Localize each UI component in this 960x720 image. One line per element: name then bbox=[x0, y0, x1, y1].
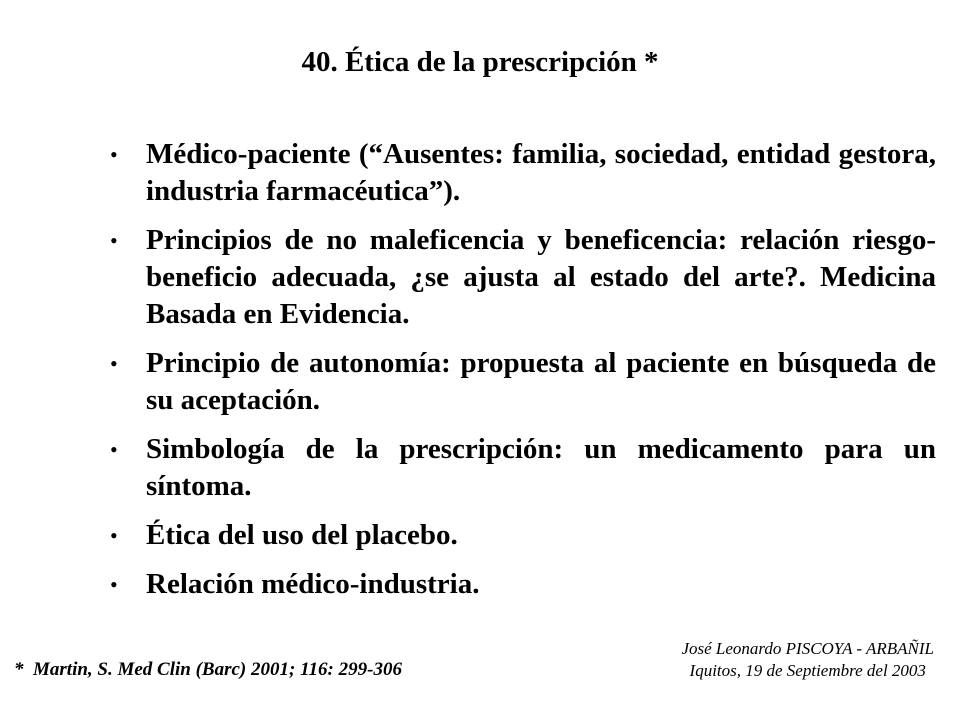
slide-title: 40. Ética de la prescripción * bbox=[301, 46, 659, 78]
bullet-item bbox=[108, 136, 936, 210]
bullet-icon: • bbox=[110, 523, 118, 548]
bullet-icon: • bbox=[110, 351, 118, 376]
bullet-text: Médico-paciente (“Ausentes: familia, sociedad, entidad gestora, industria farmacéutica”). bbox=[146, 138, 936, 207]
bullet-icon: • bbox=[110, 142, 118, 167]
bullet-text: Ética del uso del placebo. bbox=[146, 519, 458, 551]
bullet-icon: • bbox=[110, 228, 118, 253]
bullet-icon: • bbox=[110, 437, 118, 462]
bullet-item bbox=[108, 431, 936, 505]
bullet-item bbox=[108, 566, 936, 603]
bullet-list bbox=[108, 136, 936, 615]
bullet-text: Principios de no maleficencia y beneficencia: relación riesgo-beneficio adecuada, ¿se ajusta al estado del arte?. Medicina Basada en Evidencia. bbox=[146, 224, 936, 330]
bullet-icon: • bbox=[110, 572, 118, 597]
author-place-date: Iquitos, 19 de Septiembre del 2003 bbox=[689, 661, 926, 680]
bullet-item bbox=[108, 222, 936, 333]
bullet-text: Relación médico-industria. bbox=[146, 568, 480, 600]
bullet-item bbox=[108, 517, 936, 554]
author-name: José Leonardo PISCOYA - ARBAÑIL bbox=[681, 639, 934, 658]
author-block bbox=[681, 638, 934, 682]
bullet-text: Simbología de la prescripción: un medicamento para un síntoma. bbox=[146, 433, 936, 502]
bullet-text: Principio de autonomía: propuesta al paciente en búsqueda de su aceptación. bbox=[146, 347, 936, 416]
bullet-item bbox=[108, 345, 936, 419]
footnote-reference: * Martin, S. Med Clin (Barc) 2001; 116: 299-306 bbox=[14, 659, 402, 680]
